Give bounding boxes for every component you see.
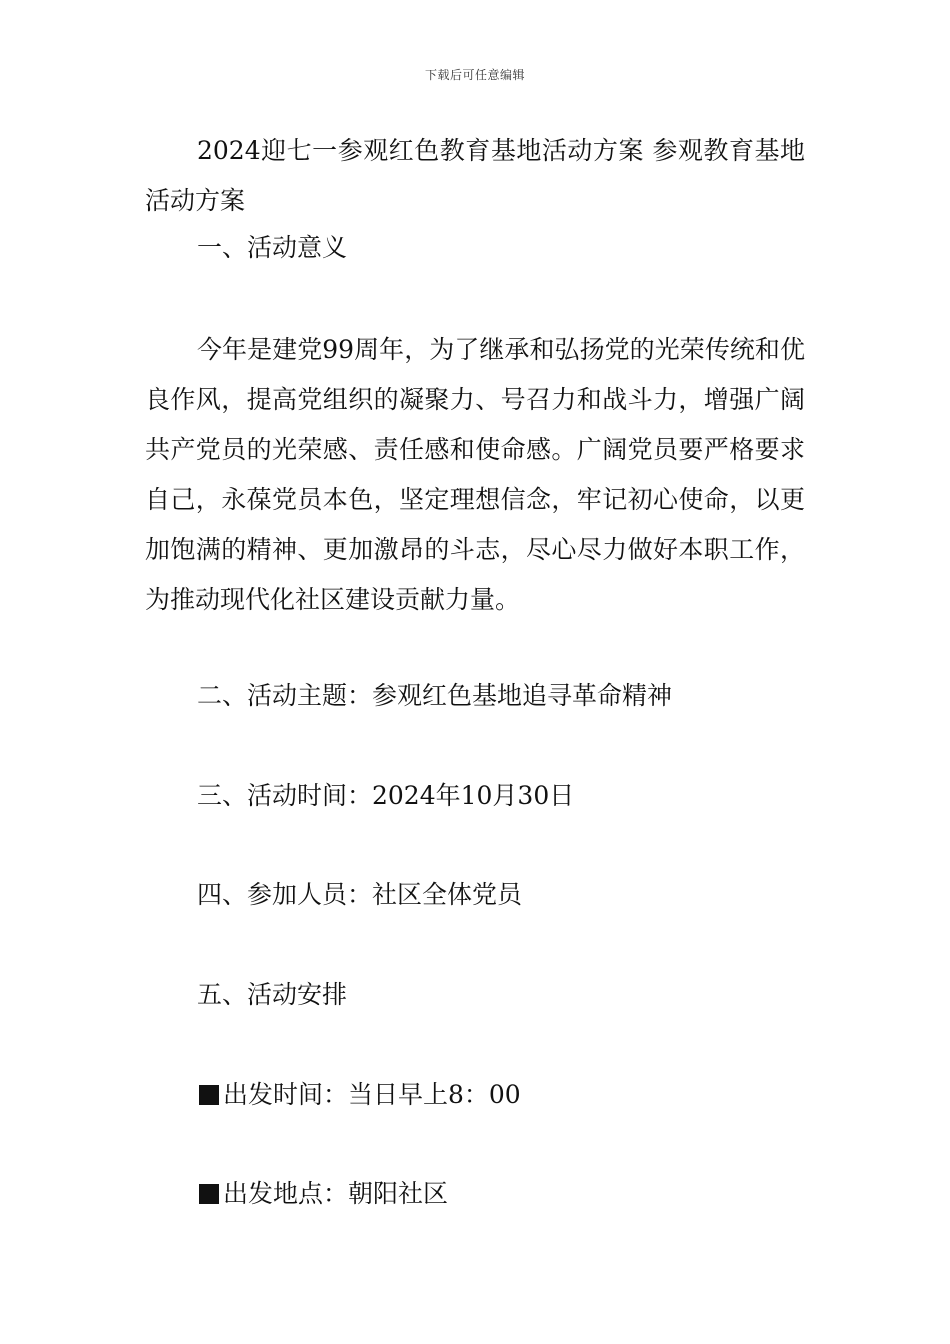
section-4-block (145, 870, 805, 920)
square-bullet-icon (199, 1085, 219, 1105)
bullet-text: 出发时间：当日早上8：00 (223, 1080, 521, 1109)
bullet-item (145, 1070, 805, 1120)
section-body-1-block (145, 325, 805, 625)
section-heading-1-block (145, 223, 805, 273)
section-heading-5: 五、活动安排 (197, 980, 348, 1009)
section-heading-1: 一、活动意义 (197, 233, 348, 262)
section-2-block (145, 671, 805, 721)
section-3-block (145, 771, 805, 821)
document-title: 2024迎七一参观红色教育基地活动方案 参观教育基地活动方案 (145, 136, 805, 215)
header-note: 下载后可任意编辑 (424, 68, 525, 82)
bullet-item-block-1 (145, 1070, 805, 1120)
bullet-item-block-2 (145, 1169, 805, 1219)
section-heading-2: 二、活动主题：参观红色基地追寻革命精神 (197, 681, 673, 710)
section-heading-3: 三、活动时间：2024年10月30日 (197, 781, 575, 810)
section-body-1: 今年是建党99周年，为了继承和弘扬党的光荣传统和优良作风，提高党组织的凝聚力、号召力和战斗力，增强广阔共产党员的光荣感、责任感和使命感。广阔党员要严格要求自己，永葆党员本色，坚定理想信念，牢记初心使命，以更加饱满的精神、更加激昂的斗志，尽心尽力做好本职工作，为推动现代化社区建设贡献力量。 (145, 335, 805, 614)
bullet-text: 出发地点：朝阳社区 (223, 1179, 449, 1208)
square-bullet-icon (199, 1184, 219, 1204)
section-5-block (145, 970, 805, 1020)
bullet-item (145, 1169, 805, 1219)
section-heading-4: 四、参加人员：社区全体党员 (197, 880, 523, 909)
document-title-block (145, 126, 805, 226)
